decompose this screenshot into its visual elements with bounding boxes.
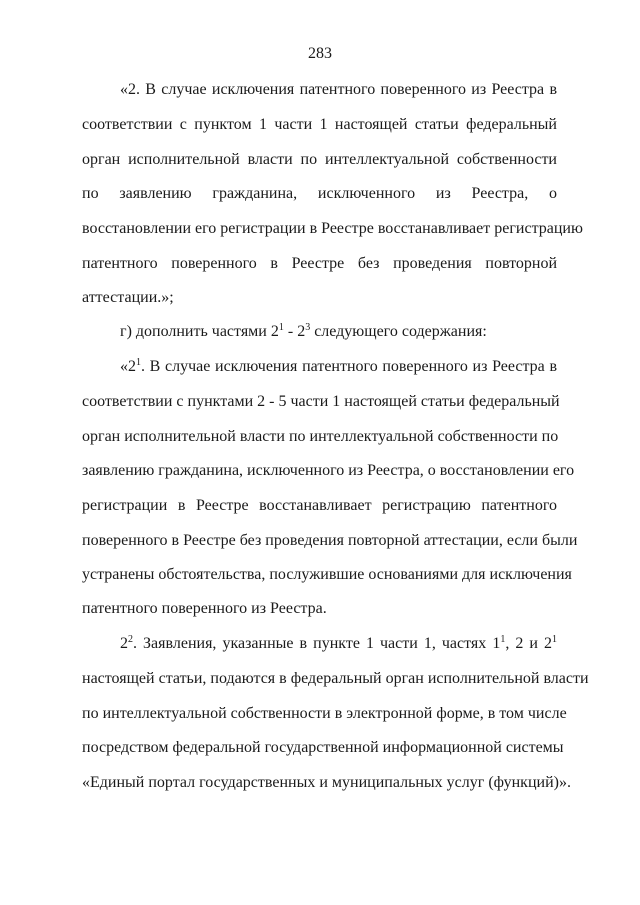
text-line: восстановлении его регистрации в Реестре восстанавливает регистрацию (82, 220, 583, 237)
text-segment: 2 (120, 635, 128, 652)
text-line (120, 322, 487, 342)
text-segment: г) дополнить частями 2 (120, 323, 279, 340)
superscript: 1 (500, 634, 506, 645)
superscript: 1 (136, 357, 141, 368)
text-line: по интеллектуальной собственности в электронной форме, в том числе (82, 705, 567, 722)
text-segment: . В случае исключения патентного поверенного из Реестра в (141, 358, 557, 375)
text-line: «2. В случае исключения патентного поверенного из Реестра в (120, 81, 557, 98)
text-line: заявлению гражданина, исключенного из Реестра, о восстановлении его (82, 462, 575, 479)
text-line: соответствии с пунктами 2 - 5 части 1 настоящей статьи федеральный (82, 393, 560, 410)
text-line: орган исполнительной власти по интеллектуальной собственности по (82, 428, 559, 445)
text-segment: - 2 (283, 323, 306, 340)
text-line (120, 357, 557, 377)
superscript: 1 (278, 322, 284, 333)
text-line: соответствии с пунктом 1 части 1 настоящей статьи федеральный (82, 116, 557, 133)
text-line: поверенного в Реестре без проведения повторной аттестации, если были (82, 532, 578, 549)
page-number: 283 (308, 45, 332, 62)
text-line: настоящей статьи, подаются в федеральный орган исполнительной власти (82, 670, 589, 687)
superscript: 2 (128, 634, 133, 645)
text-line: аттестации.»; (82, 289, 174, 306)
text-line: орган исполнительной власти по интеллектуальной собственности (82, 151, 557, 168)
superscript: 3 (305, 322, 311, 333)
text-line: регистрации в Реестре восстанавливает регистрацию патентного (82, 497, 557, 514)
text-segment: следующего содержания: (310, 323, 487, 340)
text-line: по заявлению гражданина, исключенного из Реестра, о (82, 185, 557, 202)
superscript: 1 (552, 634, 558, 645)
text-line: патентного поверенного из Реестра. (82, 600, 327, 617)
text-segment: «2 (120, 358, 136, 375)
text-line: устранены обстоятельства, послужившие основаниями для исключения (82, 566, 572, 583)
text-line (120, 634, 557, 654)
text-line: «Единый портал государственных и муниципальных услуг (функций)». (82, 774, 571, 791)
text-segment: . Заявления, указанные в пункте 1 части 1, частях 1 (133, 635, 501, 652)
text-line: посредством федеральной государственной информационной системы (82, 739, 564, 756)
text-line: патентного поверенного в Реестре без проведения повторной (82, 255, 557, 272)
text-segment: , 2 и 2 (505, 635, 553, 652)
